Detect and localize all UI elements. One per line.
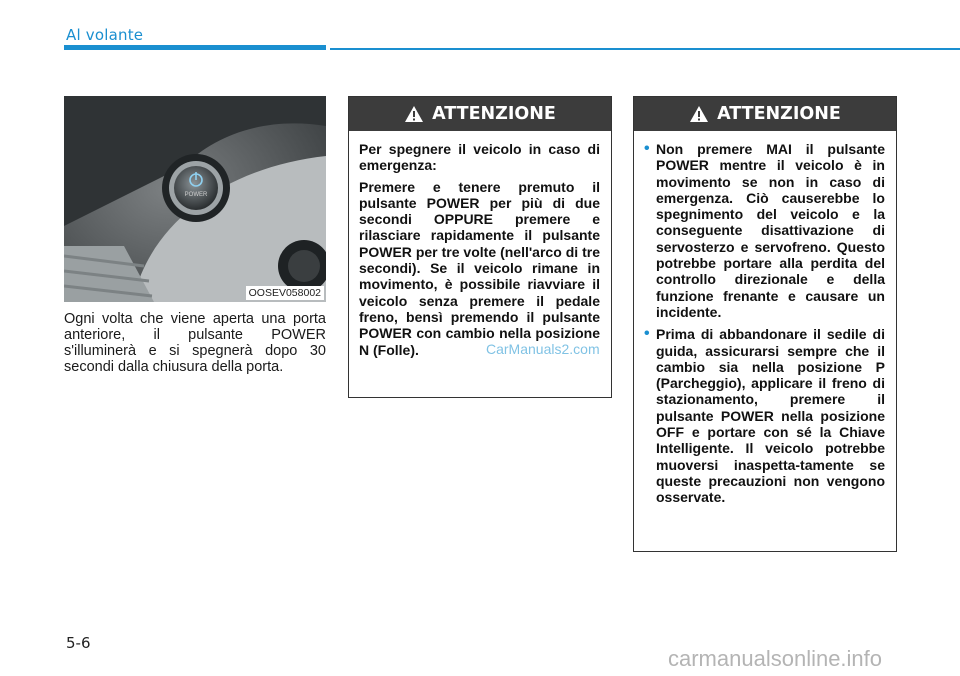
power-button-photo xyxy=(64,96,326,302)
warning-bullet-text: Prima di abbandonare il sedile di guida, assicurarsi sempre che il cambio sia nella posizione P (Parcheggio), applicare il freno di stazionamento, premere il pulsante POWER nella posizione OFF e portare con sé la Chiave Intelligente. Il veicolo potrebbe muoversi inaspetta-tamente se queste precauzioni non vengono osservate. xyxy=(656,326,885,506)
warning-triangle-icon xyxy=(689,105,709,123)
page-number: 5-6 xyxy=(66,634,91,652)
bullet-dot-icon: • xyxy=(644,140,650,157)
warning-bullet-text: Non premere MAI il pulsante POWER mentre il veicolo è in movimento se non in caso di emergenza. Ciò causerebbe lo spegnimento del veicolo e la conseguente disattivazione di servosterzo e servofreno. Questo potrebbe portare alla perdita del controllo direzionale e della funzione frenante e causare un incidente. xyxy=(656,141,885,320)
warning-header xyxy=(349,97,611,131)
photo-code: OOSEV058002 xyxy=(246,286,324,300)
warning-title: ATTENZIONE xyxy=(432,104,556,124)
warning-box-power xyxy=(633,96,897,552)
warning-bullet xyxy=(644,141,885,320)
power-button-label: POWER xyxy=(184,192,208,198)
warning-paragraph: Per spegnere il veicolo in caso di emergenza: xyxy=(359,141,600,174)
warning-header xyxy=(634,97,896,131)
bullet-dot-icon: • xyxy=(644,325,650,343)
warning-bullet xyxy=(644,326,885,505)
header-rule-thick xyxy=(64,45,326,50)
watermark-carmanuals: CarManuals2.com xyxy=(486,341,600,357)
warning-title: ATTENZIONE xyxy=(717,104,841,124)
body-text: Ogni volta che viene aperta una porta anteriore, il pulsante POWER s'illuminerà e si spegnerà dopo 30 secondi dalla chiusura della porta. xyxy=(64,311,326,375)
warning-paragraph: Premere e tenere premuto il pulsante POWER per più di due secondi OPPURE premere e rilasciare rapidamente il pulsante POWER per tre volte (nell'arco di tre secondi). Se il veicolo rimane in movimento, è possibile riavviare il veicolo senza premere il pedale freno, bensì premendo il pulsante POWER con cambio nella posizione N (Folle). xyxy=(359,178,600,358)
warning-triangle-icon xyxy=(404,105,424,123)
watermark-site: carmanualsonline.info xyxy=(668,646,883,671)
section-title: Al volante xyxy=(66,26,144,44)
header-rule-thin xyxy=(330,48,960,50)
